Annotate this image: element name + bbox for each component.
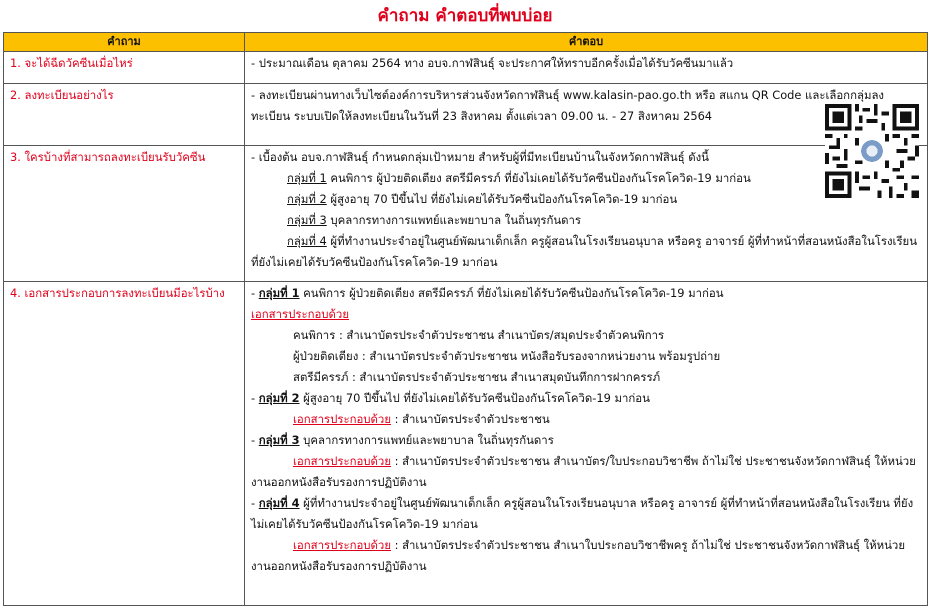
answer-cell: [245, 52, 928, 84]
docs-label: เอกสารประกอบด้วย: [293, 412, 391, 426]
group-line: - กลุ่มที่ 1 คนพิการ ผู้ป่วยติดเตียง สตรีมีครรภ์ ที่ยังไม่เคยได้รับวัคซีนป้องกันโรคโควิด-19 มาก่อน: [251, 286, 724, 300]
faq-table: [3, 32, 928, 606]
group-line: [251, 189, 923, 210]
docs-text: : สำเนาบัตรประจำตัวประชาชน สำเนาบัตร/ใบประกอบวิชาชีพ ถ้าไม่ใช่ ประชาชนจังหวัดกาฬสินธุ์ ให้หน่วยงานออกหนังสือรับรองการปฏิบัติงาน: [251, 454, 916, 489]
header-row: [4, 33, 928, 52]
docs-line: [251, 451, 923, 493]
question-cell: 3. ใครบ้างที่สามารถลงทะเบียนรับวัคซีน: [4, 146, 245, 282]
group-label: กลุ่มที่ 2: [287, 192, 327, 206]
group-line: - กลุ่มที่ 4 ผู้ที่ทำงานประจำอยู่ในศูนย์พัฒนาเด็กเล็ก ครูผู้สอนในโรงเรียนอนุบาล หรือครู อาจารย์ ผู้ที่ทำหน้าที่สอนหนังสือในโรงเรียน ที่ยังไม่เคยได้รับวัคซีนป้องกันโรคโควิด-19 มาก่อน: [251, 496, 914, 531]
group-line: [251, 210, 923, 231]
answer-cell: [245, 84, 928, 146]
question-header: คำถาม: [4, 33, 245, 52]
docs-label: เอกสารประกอบด้วย: [293, 454, 391, 468]
docs-line: [251, 409, 923, 430]
group-line: - กลุ่มที่ 3 บุคลากรทางการแพทย์และพยาบาล ในถิ่นทุรกันดาร: [251, 433, 554, 447]
group-label: กลุ่มที่ 3: [287, 213, 327, 227]
docs-text: : สำเนาบัตรประจำตัวประชาชน สำเนาใบประกอบวิชาชีพครู ถ้าไม่ใช่ ประชาชนจังหวัดกาฬสินธุ์ ให้หน่วยงานออกหนังสือรับรองการปฏิบัติงาน: [251, 538, 906, 573]
group-line: - กลุ่มที่ 2 ผู้สูงอายุ 70 ปีขึ้นไป ที่ยังไม่เคยได้รับวัคซีนป้องกันโรคโควิด-19 มาก่อน: [251, 391, 650, 405]
group-line: [251, 168, 923, 189]
answer-cell: [245, 282, 928, 606]
answer-text: - ประมาณเดือน ตุลาคม 2564 ทาง อบจ.กาฬสินธุ์ จะประกาศให้ทราบอีกครั้งเมื่อได้รับวัคซีนมาแล้ว: [251, 56, 734, 70]
answer-text: - ลงทะเบียนผ่านทางเว็บไซต์องค์การบริหารส่วนจังหวัดกาฬสินธุ์ www.kalasin-pao.go.th หรือ สแกน QR Code และเลือกกลุ่มลงทะเบียน ระบบเปิดให้ลงทะเบียนในวันที่ 23 สิงหาคม ตั้งแต่เวลา 09.00 น. - 27 สิงหาคม 2564: [251, 88, 884, 123]
group-text: ผู้สูงอายุ 70 ปีขึ้นไป ที่ยังไม่เคยได้รับวัคซีนป้องกันโรคโควิด-19 มาก่อน: [303, 391, 650, 405]
group-text: บุคลากรทางการแพทย์และพยาบาล ในถิ่นทุรกันดาร: [330, 213, 582, 227]
group-label: กลุ่มที่ 3: [258, 433, 300, 447]
table-row: [4, 282, 928, 606]
group-label: กลุ่มที่ 4: [287, 234, 327, 248]
doc-item: คนพิการ : สำเนาบัตรประจำตัวประชาชน สำเนาบัตร/สมุดประจำตัวคนพิการ: [293, 328, 665, 342]
question-cell: 1. จะได้ฉีดวัคซีนเมื่อไหร่: [4, 52, 245, 84]
group-text: คนพิการ ผู้ป่วยติดเตียง สตรีมีครรภ์ ที่ยังไม่เคยได้รับวัคซีนป้องกันโรคโควิด-19 มาก่อน: [330, 171, 751, 185]
docs-text: : สำเนาบัตรประจำตัวประชาชน: [394, 412, 550, 426]
question-cell: 2. ลงทะเบียนอย่างไร: [4, 84, 245, 146]
docs-label: เอกสารประกอบด้วย: [293, 538, 391, 552]
docs-line: [251, 535, 923, 577]
group-text: ผู้สูงอายุ 70 ปีขึ้นไป ที่ยังไม่เคยได้รับวัคซีนป้องกันโรคโควิด-19 มาก่อน: [330, 192, 678, 206]
group-text: ผู้ที่ทำงานประจำอยู่ในศูนย์พัฒนาเด็กเล็ก ครูผู้สอนในโรงเรียนอนุบาล หรือครู อาจารย์ ผู้ที่ทำหน้าที่สอนหนังสือในโรงเรียน ที่ยังไม่เคยได้รับวัคซีนป้องกันโรคโควิด-19 มาก่อน: [251, 234, 918, 269]
group-label: กลุ่มที่ 4: [258, 496, 300, 510]
doc-item: สตรีมีครรภ์ : สำเนาบัตรประจำตัวประชาชน สำเนาสมุดบันทึกการฝากครรภ์: [293, 370, 661, 384]
group-label: กลุ่มที่ 2: [258, 391, 300, 405]
page-title: คำถาม คำตอบที่พบบ่อย: [377, 6, 553, 26]
group-line: [251, 231, 923, 273]
question-cell: 4. เอกสารประกอบการลงทะเบียนมีอะไรบ้าง: [4, 282, 245, 606]
answer-header: คำตอบ: [245, 33, 928, 52]
table-row: [4, 84, 928, 146]
group-text: บุคลากรทางการแพทย์และพยาบาล ในถิ่นทุรกันดาร: [303, 433, 554, 447]
answer-intro: - เบื้องต้น อบจ.กาฬสินธุ์ กำหนดกลุ่มเป้าหมาย สำหรับผู้ที่มีทะเบียนบ้านในจังหวัดกาฬสินธุ์ ดังนี้: [251, 150, 709, 164]
doc-item: ผู้ป่วยติดเตียง : สำเนาบัตรประจำตัวประชาชน หนังสือรับรองจากหน่วยงาน พร้อมรูปถ่าย: [293, 349, 721, 363]
table-row: [4, 146, 928, 282]
docs-label: เอกสารประกอบด้วย: [251, 307, 349, 321]
group-label: กลุ่มที่ 1: [287, 171, 327, 185]
table-row: [4, 52, 928, 84]
group-label: กลุ่มที่ 1: [258, 286, 300, 300]
answer-cell: [245, 146, 928, 282]
group-text: คนพิการ ผู้ป่วยติดเตียง สตรีมีครรภ์ ที่ยังไม่เคยได้รับวัคซีนป้องกันโรคโควิด-19 มาก่อน: [303, 286, 724, 300]
group-text: ผู้ที่ทำงานประจำอยู่ในศูนย์พัฒนาเด็กเล็ก ครูผู้สอนในโรงเรียนอนุบาล หรือครู อาจารย์ ผู้ที่ทำหน้าที่สอนหนังสือในโรงเรียน ที่ยังไม่เคยได้รับวัคซีนป้องกันโรคโควิด-19 มาก่อน: [251, 496, 914, 531]
